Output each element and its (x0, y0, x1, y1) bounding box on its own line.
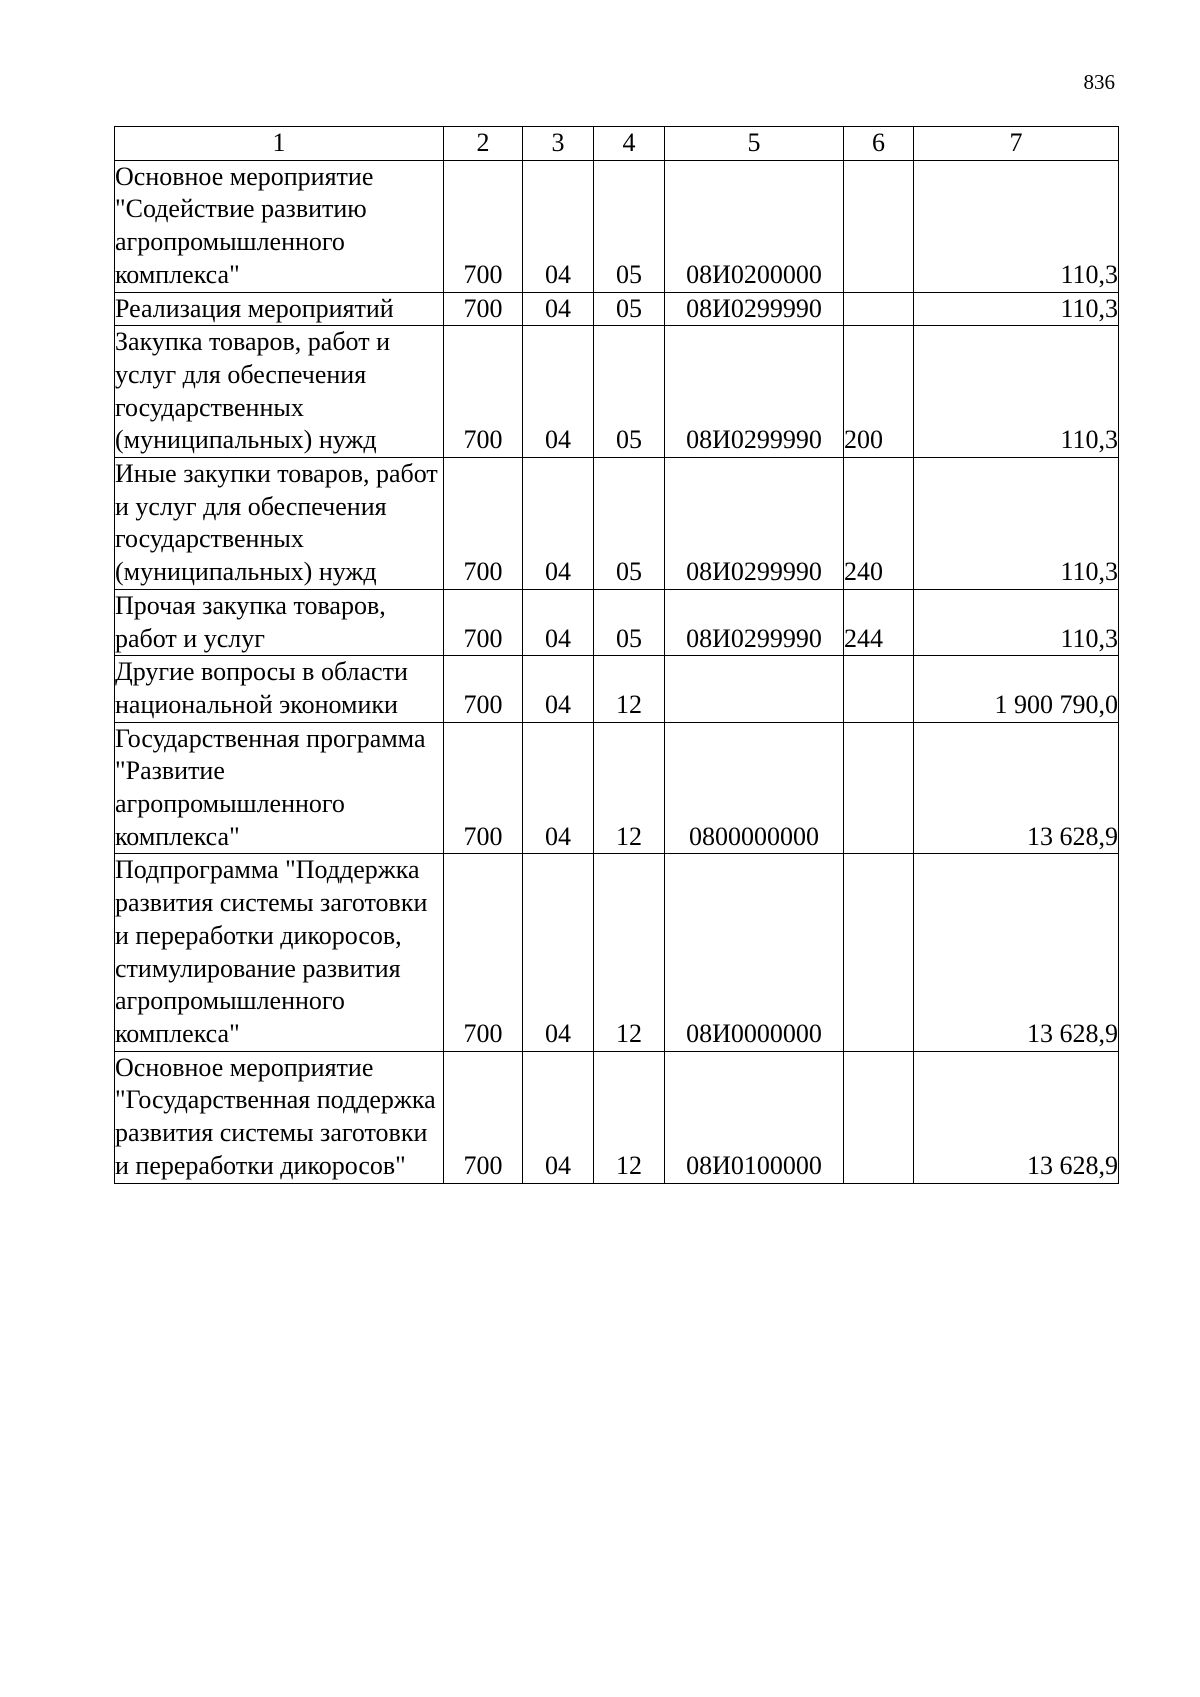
subsection-cell: 05 (594, 589, 665, 655)
target-article-cell: 08И0299990 (665, 458, 844, 590)
admin-code-cell: 700 (444, 722, 523, 854)
target-article-cell: 08И0100000 (665, 1051, 844, 1183)
amount-cell: 13 628,9 (914, 854, 1119, 1051)
row-name: Другие вопросы в области национальной экономики (115, 656, 444, 722)
admin-code-cell: 700 (444, 656, 523, 722)
page-number: 836 (1083, 70, 1115, 94)
subsection-cell: 12 (594, 1051, 665, 1183)
admin-code-cell: 700 (444, 458, 523, 590)
amount-cell: 110,3 (914, 326, 1119, 458)
table-row (115, 292, 1119, 326)
amount-cell: 110,3 (914, 458, 1119, 590)
table-row (115, 722, 1119, 854)
table-row (115, 656, 1119, 722)
row-name: Иные закупки товаров, работ и услуг для обеспечения государственных (муниципальных) нужд (115, 458, 444, 590)
section-cell: 04 (523, 458, 594, 590)
subsection-cell: 12 (594, 854, 665, 1051)
row-name: Закупка товаров, работ и услуг для обеспечения государственных (муниципальных) нужд (115, 326, 444, 458)
expense-type-cell (844, 292, 914, 326)
amount-cell: 110,3 (914, 589, 1119, 655)
section-cell: 04 (523, 722, 594, 854)
admin-code-cell: 700 (444, 854, 523, 1051)
subsection-cell: 05 (594, 292, 665, 326)
row-name: Реализация мероприятий (115, 292, 444, 326)
amount-cell: 110,3 (914, 292, 1119, 326)
expense-type-cell (844, 160, 914, 292)
section-cell: 04 (523, 656, 594, 722)
expense-type-cell (844, 1051, 914, 1183)
expense-type-cell (844, 656, 914, 722)
table-header-row (115, 127, 1119, 161)
section-cell: 04 (523, 326, 594, 458)
admin-code-cell: 700 (444, 160, 523, 292)
target-article-cell (665, 656, 844, 722)
amount-cell: 13 628,9 (914, 722, 1119, 854)
column-header: 1 (115, 127, 444, 161)
amount-cell: 13 628,9 (914, 1051, 1119, 1183)
amount-cell: 110,3 (914, 160, 1119, 292)
column-header: 7 (914, 127, 1119, 161)
expense-type-cell (844, 854, 914, 1051)
table-row (115, 326, 1119, 458)
target-article-cell: 08И0299990 (665, 292, 844, 326)
section-cell: 04 (523, 160, 594, 292)
column-header: 6 (844, 127, 914, 161)
expense-type-cell: 244 (844, 589, 914, 655)
admin-code-cell: 700 (444, 589, 523, 655)
column-header: 3 (523, 127, 594, 161)
expense-type-cell: 240 (844, 458, 914, 590)
table-row (115, 160, 1119, 292)
section-cell: 04 (523, 292, 594, 326)
section-cell: 04 (523, 1051, 594, 1183)
target-article-cell: 08И0200000 (665, 160, 844, 292)
row-name: Подпрограмма "Поддержка развития системы заготовки и переработки дикоросов, стимулирование развития агропромышленного комплекса" (115, 854, 444, 1051)
target-article-cell: 08И0299990 (665, 589, 844, 655)
admin-code-cell: 700 (444, 1051, 523, 1183)
expense-type-cell: 200 (844, 326, 914, 458)
budget-table (114, 126, 1119, 1184)
expense-type-cell (844, 722, 914, 854)
section-cell: 04 (523, 854, 594, 1051)
target-article-cell: 08И0000000 (665, 854, 844, 1051)
table-row (115, 854, 1119, 1051)
admin-code-cell: 700 (444, 292, 523, 326)
admin-code-cell: 700 (444, 326, 523, 458)
amount-cell: 1 900 790,0 (914, 656, 1119, 722)
row-name: Государственная программа "Развитие агропромышленного комплекса" (115, 722, 444, 854)
column-header: 5 (665, 127, 844, 161)
column-header: 2 (444, 127, 523, 161)
subsection-cell: 05 (594, 458, 665, 590)
subsection-cell: 12 (594, 656, 665, 722)
column-header: 4 (594, 127, 665, 161)
row-name: Прочая закупка товаров, работ и услуг (115, 589, 444, 655)
row-name: Основное мероприятие "Государственная поддержка развития системы заготовки и переработки дикоросов" (115, 1051, 444, 1183)
table-row (115, 589, 1119, 655)
subsection-cell: 12 (594, 722, 665, 854)
subsection-cell: 05 (594, 160, 665, 292)
section-cell: 04 (523, 589, 594, 655)
row-name: Основное мероприятие "Содействие развитию агропромышленного комплекса" (115, 160, 444, 292)
subsection-cell: 05 (594, 326, 665, 458)
table-row (115, 458, 1119, 590)
table-row (115, 1051, 1119, 1183)
target-article-cell: 08И0299990 (665, 326, 844, 458)
target-article-cell: 0800000000 (665, 722, 844, 854)
